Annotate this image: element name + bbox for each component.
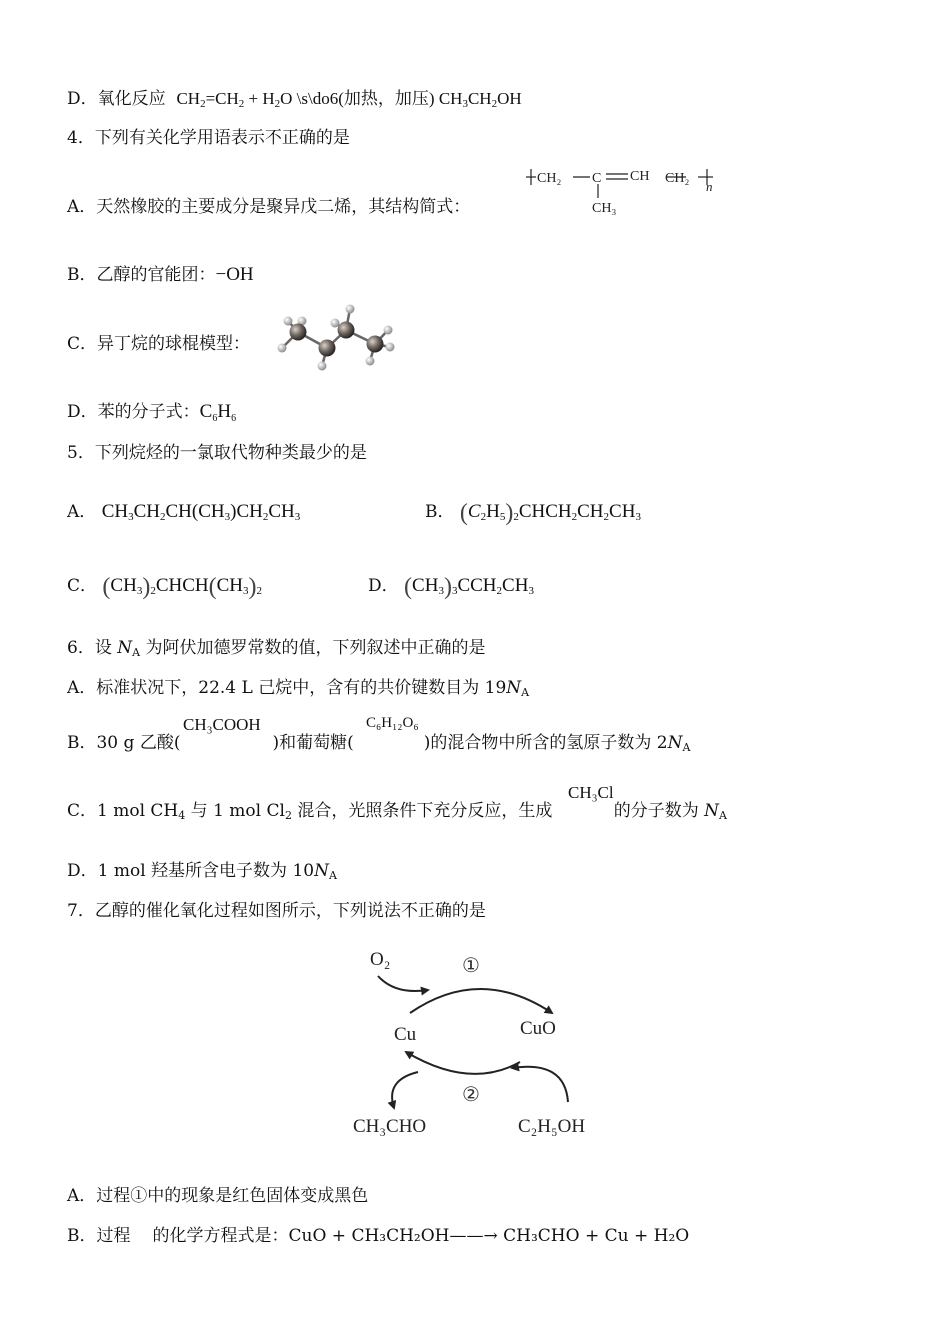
ch-label: CH (630, 169, 650, 184)
option-text: C．1 mol CH (67, 801, 179, 821)
na-sub: A (132, 646, 141, 659)
cu-label: Cu (394, 1024, 417, 1045)
q7-option-b (67, 1225, 689, 1247)
equation: $CH_2=CH_2 + H_2O$ \s\do6(加热，加压) $CH_3CH_2OH$ (176, 89, 522, 110)
option-text: D．苯的分子式： (67, 402, 200, 422)
eq-part: O \s\do6(加热，加压) CH (280, 89, 463, 108)
option-label: C． (67, 576, 98, 596)
ch3-label: CH₃ (592, 201, 617, 216)
q6-stem (67, 637, 485, 664)
catalytic-oxidation-diagram (340, 940, 620, 1145)
stem-part: 6．设 (67, 638, 118, 658)
q7-option-a: A．过程①中的现象是红色固体变成黑色 (67, 1186, 369, 1206)
benzene-formula (200, 401, 236, 422)
option-text: B．30 g 乙酸( (67, 733, 181, 753)
glucose-formula: C₆H₁₂O₆ (366, 715, 419, 731)
eq-part: OH (497, 89, 522, 108)
acetaldehyde-label: CH₃CHO (353, 1116, 427, 1137)
option-label: D． (67, 89, 98, 109)
option-text: 与 1 mol Cl (185, 801, 285, 821)
q6-option-c: C．1 mol $CH_4$ 与 1 mol $Cl_2$ 混合，光照条件下充分反应，生成 的分子数为 $N_A$ (67, 801, 727, 822)
c-label: C (592, 171, 602, 186)
q5-option-b (425, 501, 641, 528)
formula-b: $(C_2H_5)_2CHCH_2CH_2CH_3$ (459, 500, 641, 526)
q5-stem: 5．下列烷烃的一氯取代物种类最少的是 (67, 443, 367, 463)
q6-option-d: D．1 mol 羟基所含电子数为 $10N_A$ (67, 861, 337, 882)
q3-option-d (67, 88, 522, 115)
chloromethane-formula: CH₃Cl (568, 783, 614, 802)
q4-option-c: C．异丁烷的球棍模型： (67, 334, 251, 354)
option-text: 混合，光照条件下充分反应，生成 (291, 801, 553, 821)
formula-a: $CH_3CH_2CH(CH_3)CH_2CH_3$ (101, 501, 301, 523)
q5-option-d (368, 575, 534, 602)
option-text: )和葡萄糖( (272, 733, 354, 753)
q4-option-b (67, 264, 254, 286)
ch2-right-label: CH₂ (665, 171, 690, 186)
formula-part: H (217, 401, 232, 422)
option-label: A． (67, 502, 97, 522)
q6-option-b: B．30 g 乙酸( )和葡萄糖( )的混合物中所含的氢原子数为 $2N_A$ (67, 733, 691, 754)
option-text: A．标准状况下，22.4 L 己烷中，含有的共价键数目为 19 (67, 678, 507, 698)
formula-c: $(CH_3)_2CHCH(CH_3)_2$ (102, 574, 263, 600)
q5-option-a (67, 501, 300, 528)
option-text: 氧化反应 (97, 89, 166, 109)
eq-part: CH (467, 89, 492, 108)
formula-d: $(CH_3)_3CCH_2CH_3$ (404, 574, 534, 600)
cuo-label: CuO (520, 1018, 556, 1039)
acetic-acid-formula: CH₃COOH (183, 715, 261, 734)
option-text: 的化学方程式是：CuO + CH₃CH₂OH——→ CH₃CHO + Cu + H₂O (152, 1226, 690, 1246)
formula-sub: 6 (212, 413, 218, 424)
ch2-left-label: CH₂ (537, 171, 562, 186)
q6-option-a: A．标准状况下，22.4 L 己烷中，含有的共价键数目为 $19N_A$ (67, 678, 530, 699)
eq-part: CH (176, 89, 201, 108)
q4-option-a: A．天然橡胶的主要成分是聚异戊二烯，其结构简式： (67, 197, 471, 217)
eq-part: =CH (205, 89, 239, 108)
formula-part: C (199, 401, 213, 422)
option-label: D． (368, 576, 399, 596)
functional-group-formula: −OH (215, 264, 254, 285)
option-text: B．过程 (67, 1226, 131, 1246)
option-text: )的混合物中所含的氢原子数为 2 (423, 733, 668, 753)
option-text: B．乙醇的官能团： (67, 265, 216, 285)
step-2-label: ② (462, 1084, 480, 1106)
ethanol-label: C₂H₅OH (518, 1116, 586, 1137)
step-1-label: ① (462, 955, 480, 977)
o2-label: O₂ (370, 949, 391, 970)
option-text: 的分子数为 (608, 801, 705, 821)
polyisoprene-structure (518, 160, 728, 220)
q7-stem: 7．乙醇的催化氧化过程如图所示，下列说法不正确的是 (67, 901, 486, 921)
isobutane-ball-stick-model (272, 304, 407, 374)
eq-part: + H (244, 89, 275, 108)
option-text: D．1 mol 羟基所含电子数为 10 (67, 861, 315, 881)
stem-part: 为阿伏加德罗常数的值，下列叙述中正确的是 (140, 638, 486, 658)
na-symbol: N (117, 638, 133, 658)
q4-option-d (67, 401, 236, 430)
formula-sub: 6 (231, 413, 237, 424)
q5-option-c (67, 575, 262, 602)
n-subscript: n (706, 179, 713, 194)
option-label: B． (425, 502, 455, 522)
q4-stem: 4．下列有关化学用语表示不正确的是 (67, 128, 350, 148)
